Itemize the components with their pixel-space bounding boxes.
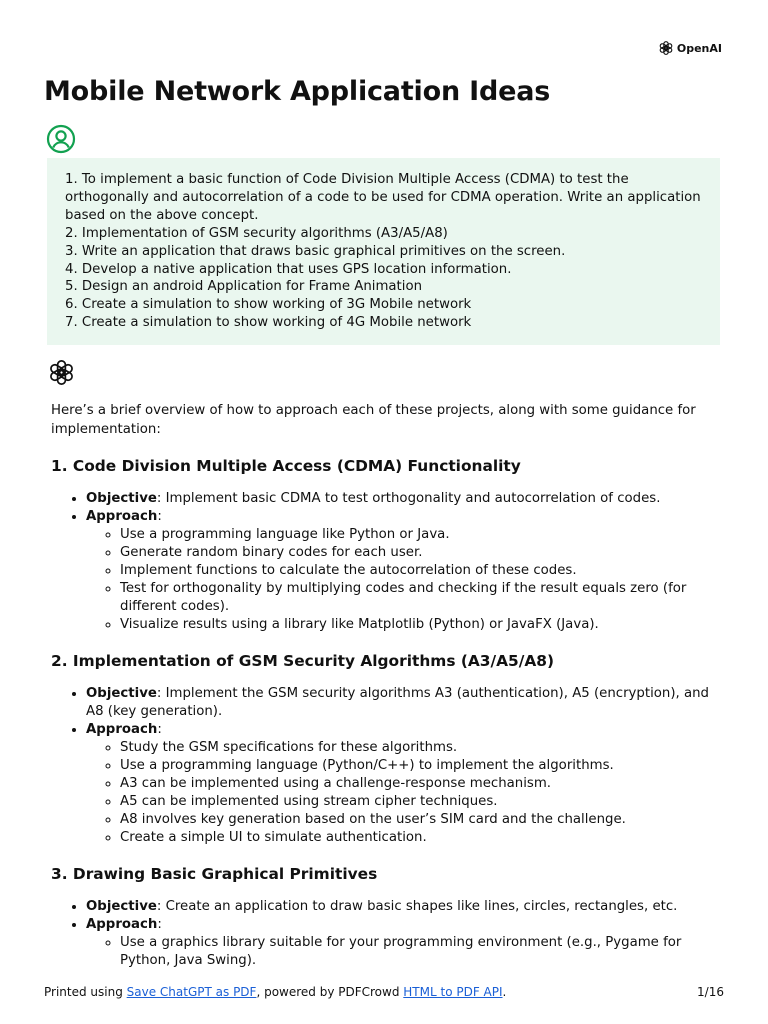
footer-suffix: .	[502, 985, 507, 999]
approach-label: Approach	[86, 509, 158, 524]
page-number: 1/16	[697, 985, 724, 999]
approach-step: ◦ Study the GSM specifications for these algorithms.	[120, 739, 723, 757]
prompt-line: 2. Implementation of GSM security algorithms (A3/A5/A8)	[65, 225, 448, 241]
objective-text: : Implement basic CDMA to test orthogonality and autocorrelation of codes.	[156, 491, 661, 506]
footer-middle: , powered by PDFCrowd	[256, 985, 404, 999]
footer-credit	[44, 985, 506, 999]
prompt-line: 7. Create a simulation to show working of 4G Mobile network	[65, 315, 472, 331]
save-chatgpt-link[interactable]: Save ChatGPT as PDF	[126, 985, 257, 999]
objective-item	[86, 490, 723, 508]
approach-item	[86, 916, 723, 970]
footer-prefix: Printed using	[44, 985, 127, 999]
approach-step: ◦ A3 can be implemented using a challenge-response mechanism.	[120, 775, 723, 793]
html-to-pdf-link[interactable]: HTML to PDF API	[403, 985, 503, 999]
section-list	[51, 898, 723, 970]
approach-colon: :	[157, 509, 162, 524]
section-heading: 1. Code Division Multiple Access (CDMA) Functionality	[51, 457, 521, 475]
approach-item	[86, 721, 723, 847]
approach-colon: :	[157, 722, 162, 737]
approach-step: ◦ Test for orthogonality by multiplying codes and checking if the result equals zero (for different codes).	[120, 580, 723, 616]
approach-steps	[86, 739, 723, 847]
objective-item	[86, 685, 723, 721]
approach-label: Approach	[86, 917, 158, 932]
objective-label: Objective	[86, 899, 157, 914]
section-heading: 3. Drawing Basic Graphical Primitives	[51, 865, 378, 883]
approach-label: Approach	[86, 722, 158, 737]
prompt-line: 6. Create a simulation to show working of 3G Mobile network	[65, 297, 472, 313]
approach-step: ◦ Use a programming language like Python or Java.	[120, 526, 723, 544]
approach-step: ◦ Create a simple UI to simulate authentication.	[120, 829, 723, 847]
print-footer	[44, 985, 724, 999]
prompt-line: based on the above concept.	[65, 207, 259, 223]
objective-label: Objective	[86, 686, 157, 701]
user-prompt	[47, 158, 720, 345]
objective-text: : Implement the GSM security algorithms A3 (authentication), A5 (encryption), and A8 (key generation).	[86, 686, 709, 719]
prompt-line: 1. To implement a basic function of Code Division Multiple Access (CDMA) to test the	[65, 172, 629, 187]
openai-logo-icon	[658, 40, 674, 56]
objective-label: Objective	[86, 491, 157, 506]
assistant-answer	[51, 401, 723, 987]
approach-step: ◦ Use a graphics library suitable for your programming environment (e.g., Pygame for Python, Java Swing).	[120, 934, 723, 970]
prompt-line: 4. Develop a native application that uses GPS location information.	[65, 261, 512, 277]
approach-colon: :	[157, 917, 162, 932]
approach-steps	[86, 934, 723, 970]
approach-step: ◦ Implement functions to calculate the autocorrelation of these codes.	[120, 562, 723, 580]
approach-step: ◦ A8 involves key generation based on the user’s SIM card and the challenge.	[120, 811, 723, 829]
brand-logo	[658, 40, 722, 56]
prompt-line: orthogonally and autocorrelation of a code to be used for CDMA operation. Write an application	[65, 189, 701, 205]
answer-intro: Here’s a brief overview of how to approach each of these projects, along with some guidance for implementation:	[51, 403, 696, 437]
approach-step: ◦ Use a programming language (Python/C++) to implement the algorithms.	[120, 757, 723, 775]
objective-text: : Create an application to draw basic shapes like lines, circles, rectangles, etc.	[156, 899, 678, 914]
brand-name: OpenAI	[676, 41, 722, 55]
user-avatar-icon	[46, 124, 76, 154]
approach-steps	[86, 526, 723, 634]
section-list	[51, 490, 723, 634]
section-heading: 2. Implementation of GSM Security Algorithms (A3/A5/A8)	[51, 652, 555, 670]
chatgpt-logo-icon	[47, 358, 76, 387]
approach-step: ◦ Generate random binary codes for each user.	[120, 544, 723, 562]
page-title: Mobile Network Application Ideas	[44, 76, 551, 107]
section-list	[51, 685, 723, 847]
prompt-line: 3. Write an application that draws basic graphical primitives on the screen.	[65, 243, 566, 259]
approach-step: ◦ A5 can be implemented using stream cipher techniques.	[120, 793, 723, 811]
objective-item	[86, 898, 723, 916]
approach-item	[86, 508, 723, 634]
approach-step: ◦ Visualize results using a library like Matplotlib (Python) or JavaFX (Java).	[120, 616, 723, 634]
prompt-line: 5. Design an android Application for Frame Animation	[65, 279, 423, 295]
